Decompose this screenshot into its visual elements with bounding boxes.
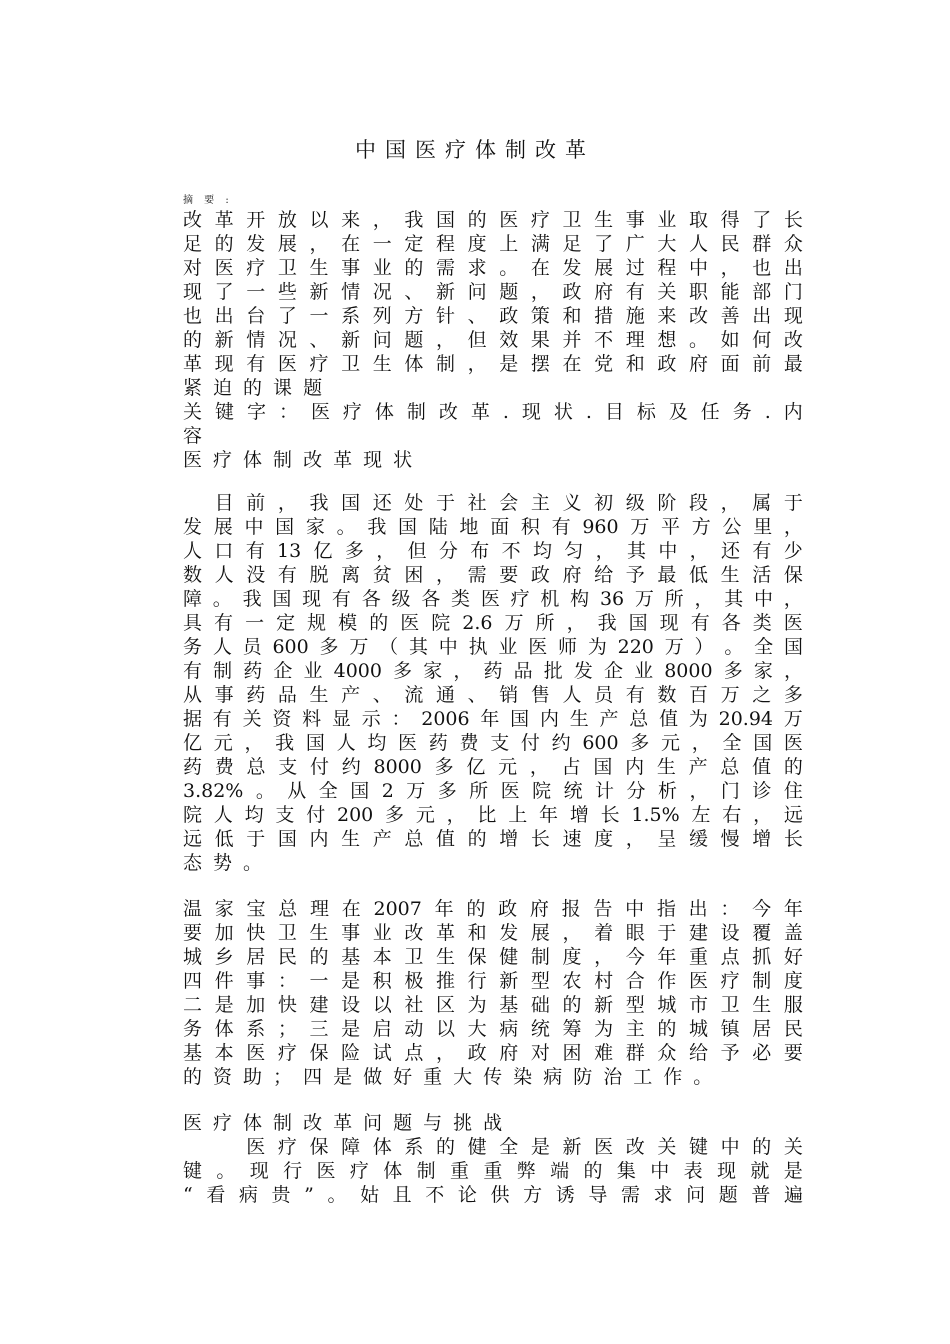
text-line: 紧 迫 的 课 题: [183, 377, 323, 399]
text-line: 态 势 。: [183, 852, 263, 874]
text-line: 四 件 事 ： 一 是 积 极 推 行 新 型 农 村 合 作 医 疗 制 度: [183, 970, 803, 992]
text-line: 温 家 宝 总 理 在 2007 年 的 政 府 报 告 中 指 出 ： 今 年: [183, 898, 803, 920]
text-line: 要 加 快 卫 生 事 业 改 革 和 发 展 ， 着 眼 于 建 设 覆 盖: [183, 922, 803, 944]
abstract-label: 摘 要 :: [183, 195, 233, 206]
text-line: 药 费 总 支 付 约 8000 多 亿 元 ， 占 国 内 生 产 总 值 的: [183, 756, 803, 778]
text-line: “ 看 病 贵 ” 。 姑 且 不 论 供 方 诱 导 需 求 问 题 普 遍: [183, 1184, 803, 1206]
text-line: 亿 元 ， 我 国 人 均 医 药 费 支 付 约 600 多 元 ， 全 国 医: [183, 732, 803, 754]
document-title: 中国医疗体制改革: [355, 138, 595, 162]
text-line: 足 的 发 展 ， 在 一 定 程 度 上 满 足 了 广 大 人 民 群 众: [183, 233, 803, 255]
text-block: [183, 897, 803, 1089]
text-line: 的 新 情 况 、 新 问 题 ， 但 效 果 并 不 理 想 。 如 何 改: [183, 329, 803, 351]
text-line: 有 制 药 企 业 4000 多 家 ， 药 品 批 发 企 业 8000 多 家 ，: [183, 660, 803, 682]
text-line: 键 。 现 行 医 疗 体 制 重 重 弊 端 的 集 中 表 现 就 是: [183, 1160, 803, 1182]
text-line: 医 疗 保 障 体 系 的 健 全 是 新 医 改 关 键 中 的 关: [246, 1136, 803, 1158]
text-line: 对 医 疗 卫 生 事 业 的 需 求 。 在 发 展 过 程 中 ， 也 出: [183, 257, 803, 279]
text-block: [183, 1111, 803, 1207]
text-line: 远 低 于 国 内 生 产 总 值 的 增 长 速 度 ， 呈 缓 慢 增 长: [183, 828, 803, 850]
text-line: 改 革 开 放 以 来 ， 我 国 的 医 疗 卫 生 事 业 取 得 了 长: [183, 209, 803, 231]
text-line: 数 人 没 有 脱 离 贫 困 ， 需 要 政 府 给 予 最 低 生 活 保: [183, 564, 803, 586]
text-block: [183, 491, 803, 875]
text-line: 院 人 均 支 付 200 多 元 ， 比 上 年 增 长 1.5% 左 右 ， 远: [183, 804, 803, 826]
text-line: 具 有 一 定 规 模 的 医 院 2.6 万 所 ， 我 国 现 有 各 类 医: [183, 612, 803, 634]
text-line: 从 事 药 品 生 产 、 流 通 、 销 售 人 员 有 数 百 万 之 多: [183, 684, 803, 706]
text-line: 革 现 有 医 疗 卫 生 体 制 ， 是 摆 在 党 和 政 府 面 前 最: [183, 353, 803, 375]
text-line: 医 疗 体 制 改 革 问 题 与 挑 战: [183, 1112, 503, 1134]
text-line: 城 乡 居 民 的 基 本 卫 生 保 健 制 度 ， 今 年 重 点 抓 好: [183, 946, 803, 968]
text-line: 务 体 系 ； 三 是 启 动 以 大 病 统 筹 为 主 的 城 镇 居 民: [183, 1018, 803, 1040]
text-line: 现 了 一 些 新 情 况 、 新 问 题 ， 政 府 有 关 职 能 部 门: [183, 281, 803, 303]
text-line: 的 资 助 ； 四 是 做 好 重 大 传 染 病 防 治 工 作 。: [183, 1066, 713, 1088]
text-line: 二 是 加 快 建 设 以 社 区 为 基 础 的 新 型 城 市 卫 生 服: [183, 994, 803, 1016]
text-line: 障 。 我 国 现 有 各 级 各 类 医 疗 机 构 36 万 所 ， 其 中 ，: [183, 588, 803, 610]
text-line: 人 口 有 13 亿 多 ， 但 分 布 不 均 匀 ， 其 中 ， 还 有 少: [183, 540, 803, 562]
text-line: 医 疗 体 制 改 革 现 状: [183, 449, 413, 471]
text-line: 3.82% 。 从 全 国 2 万 多 所 医 院 统 计 分 析 ， 门 诊 住: [183, 780, 803, 802]
text-line: 容: [183, 425, 203, 447]
text-line: 目 前 ， 我 国 还 处 于 社 会 主 义 初 级 阶 段 ， 属 于: [214, 492, 803, 514]
text-block: [183, 208, 803, 472]
text-line: 务 人 员 600 多 万 （ 其 中 执 业 医 师 为 220 万 ） 。 全 国: [183, 636, 803, 658]
text-line: 关 键 字 ： 医 疗 体 制 改 革 . 现 状 . 目 标 及 任 务 . 内: [183, 401, 803, 423]
text-line: 基 本 医 疗 保 险 试 点 ， 政 府 对 困 难 群 众 给 予 必 要: [183, 1042, 803, 1064]
text-line: 也 出 台 了 一 系 列 方 针 、 政 策 和 措 施 来 改 善 出 现: [183, 305, 803, 327]
text-line: 据 有 关 资 料 显 示 ： 2006 年 国 内 生 产 总 值 为 20.94 万: [183, 708, 803, 730]
text-line: 发 展 中 国 家 。 我 国 陆 地 面 积 有 960 万 平 方 公 里 ，: [183, 516, 803, 538]
